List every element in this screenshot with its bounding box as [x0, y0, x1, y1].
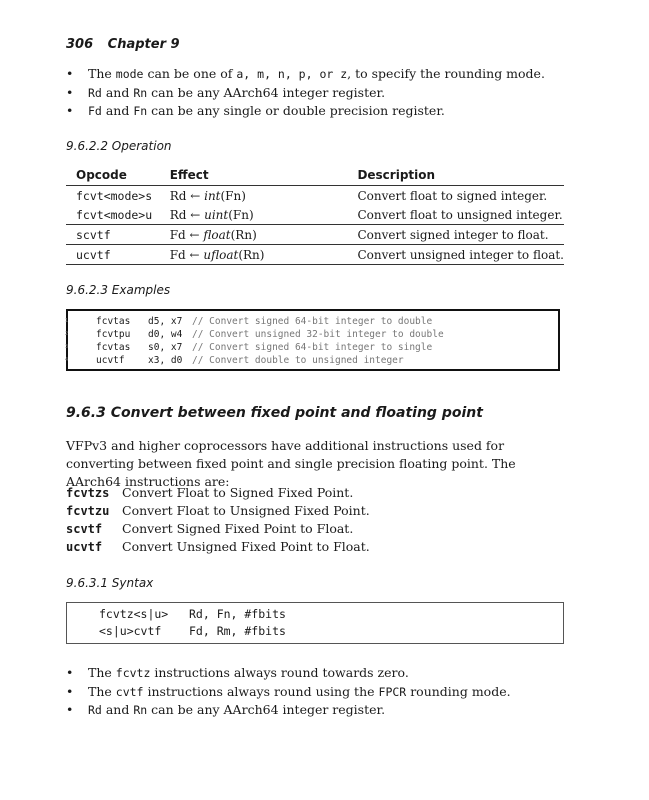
column-header: Description	[347, 165, 564, 186]
table-header-row	[66, 165, 564, 186]
list-item: • Rd and Rn can be any AArch64 integer register.	[66, 701, 511, 720]
page-number: 306	[66, 37, 94, 52]
intro-bullet-list	[66, 65, 545, 121]
effect-cell: Rd ← uint(Fn)	[169, 207, 254, 222]
list-item: fcvtzs Convert Float to Signed Fixed Point.	[66, 485, 354, 500]
operation-heading: 9.6.2.2 Operation	[66, 139, 172, 153]
examples-heading: 9.6.2.3 Examples	[66, 283, 171, 297]
column-header: Effect	[160, 165, 348, 186]
opcode-cell: ucvtf	[66, 245, 160, 265]
list-item: scvtf Convert Signed Fixed Point to Float.	[66, 521, 354, 536]
list-item: • The cvtf instructions always round using the FPCR rounding mode.	[66, 683, 511, 702]
section-paragraph: VFPv3 and higher coprocessors have additional instructions used for converting between fixed point and single precision floating point. The AArch64 instructions are:	[66, 438, 516, 489]
chapter-title: Chapter 9	[107, 37, 180, 52]
table-row	[66, 205, 564, 225]
description-cell: Convert float to unsigned integer.	[357, 207, 563, 222]
code-line: 4 ucvtf x3, d0 // Convert double to unsigned integer	[64, 355, 404, 366]
list-item: • The fcvtz instructions always round towards zero.	[66, 664, 511, 683]
code-line: <s|u>cvtf Fd, Rm, #fbits	[99, 624, 286, 638]
effect-cell: Rd ← int(Fn)	[169, 188, 246, 203]
list-item: • Rd and Rn can be any AArch64 integer register.	[66, 84, 545, 103]
syntax-heading: 9.6.3.1 Syntax	[66, 576, 154, 590]
opcode-cell: scvtf	[66, 225, 160, 245]
table-row	[66, 186, 564, 206]
code-line: fcvtz<s|u> Rd, Fn, #fbits	[99, 607, 286, 621]
table-row	[66, 225, 564, 245]
effect-cell: Fd ← ufloat(Rn)	[160, 245, 348, 265]
description-cell: Convert unsigned integer to float.	[347, 245, 564, 265]
opcode-cell: fcvt<mode>s	[76, 188, 153, 203]
description-cell: Convert signed integer to float.	[347, 225, 564, 245]
opcode-cell: fcvt<mode>u	[76, 207, 153, 222]
code-line: 3 fcvtas s0, x7 // Convert signed 64-bit integer to single	[64, 342, 433, 353]
table-row	[66, 245, 564, 265]
final-bullet-list	[66, 664, 511, 720]
list-item: • Fd and Fn can be any single or double precision register.	[66, 102, 545, 121]
list-item: ucvtf Convert Unsigned Fixed Point to Float.	[66, 539, 370, 554]
code-line: 2 fcvtpu d0, w4 // Convert unsigned 32-bit integer to double	[64, 329, 444, 340]
effect-cell: Fd ← float(Rn)	[160, 225, 348, 245]
column-header: Opcode	[66, 165, 160, 186]
operation-table	[66, 165, 564, 265]
examples-code-block	[66, 309, 560, 371]
list-item: fcvtzu Convert Float to Unsigned Fixed Point.	[66, 503, 370, 518]
instruction-definition-list	[66, 484, 370, 556]
code-line: 1 fcvtas d5, x7 // Convert signed 64-bit integer to double	[64, 316, 433, 327]
list-item: • The mode can be one of a, m, n, p, or z, to specify the rounding mode.	[66, 65, 545, 84]
syntax-code-block	[66, 602, 564, 644]
description-cell: Convert float to signed integer.	[357, 188, 548, 203]
page-header	[66, 37, 180, 52]
section-title: 9.6.3 Convert between fixed point and floating point	[66, 405, 483, 421]
